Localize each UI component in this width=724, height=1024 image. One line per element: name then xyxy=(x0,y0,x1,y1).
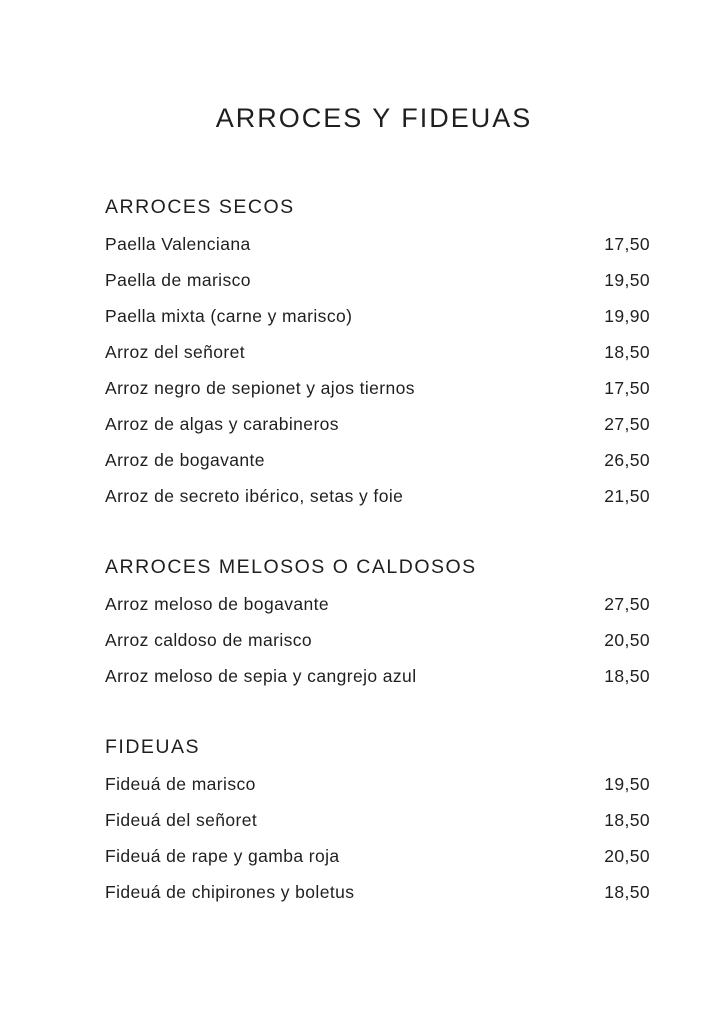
section-items xyxy=(105,226,650,514)
menu-item-row xyxy=(105,262,650,298)
menu-item-row xyxy=(105,802,650,838)
page-title: ARROCES Y FIDEUAS xyxy=(215,103,533,134)
item-name: Paella mixta (carne y marisco) xyxy=(105,305,353,326)
section-arroces-secos xyxy=(105,196,650,514)
menu-item-row xyxy=(105,442,650,478)
item-name: Arroz de bogavante xyxy=(105,449,265,470)
menu-item-row xyxy=(105,586,650,622)
section-heading: ARROCES SECOS xyxy=(105,196,295,219)
item-name: Fideuá de chipirones y boletus xyxy=(105,881,355,902)
item-price: 26,50 xyxy=(604,449,650,470)
item-price: 19,50 xyxy=(604,773,650,794)
menu-item-row xyxy=(105,658,650,694)
section-items xyxy=(105,766,650,910)
item-price: 17,50 xyxy=(604,233,650,254)
item-name: Arroz meloso de bogavante xyxy=(105,593,330,614)
menu-item-row xyxy=(105,406,650,442)
menu-item-row xyxy=(105,622,650,658)
item-price: 18,50 xyxy=(604,341,650,362)
section-fideuas xyxy=(105,736,650,910)
menu-content xyxy=(0,196,724,910)
menu-item-row xyxy=(105,766,650,802)
item-price: 19,50 xyxy=(604,269,650,290)
item-name: Fideuá del señoret xyxy=(105,809,258,830)
section-arroces-melosos xyxy=(105,556,650,694)
menu-item-row xyxy=(105,226,650,262)
item-name: Paella Valenciana xyxy=(105,233,251,254)
menu-item-row xyxy=(105,370,650,406)
item-name: Paella de marisco xyxy=(105,269,251,290)
menu-item-row xyxy=(105,838,650,874)
item-name: Arroz meloso de sepia y cangrejo azul xyxy=(105,665,417,686)
item-price: 19,90 xyxy=(604,305,650,326)
section-items xyxy=(105,586,650,694)
item-name: Arroz negro de sepionet y ajos tiernos xyxy=(105,377,415,398)
item-price: 18,50 xyxy=(604,665,650,686)
menu-item-row xyxy=(105,298,650,334)
item-name: Arroz de algas y carabineros xyxy=(105,413,339,434)
item-name: Fideuá de rape y gamba roja xyxy=(105,845,340,866)
item-price: 17,50 xyxy=(604,377,650,398)
item-name: Fideuá de marisco xyxy=(105,773,256,794)
menu-item-row xyxy=(105,874,650,910)
item-name: Arroz del señoret xyxy=(105,341,246,362)
item-price: 18,50 xyxy=(604,881,650,902)
item-price: 18,50 xyxy=(604,809,650,830)
menu-item-row xyxy=(105,334,650,370)
item-name: Arroz de secreto ibérico, setas y foie xyxy=(105,485,404,506)
item-price: 27,50 xyxy=(604,413,650,434)
menu-item-row xyxy=(105,478,650,514)
item-price: 20,50 xyxy=(604,629,650,650)
item-price: 27,50 xyxy=(604,593,650,614)
item-name: Arroz caldoso de marisco xyxy=(105,629,313,650)
section-heading: ARROCES MELOSOS O CALDOSOS xyxy=(105,556,477,579)
item-price: 20,50 xyxy=(604,845,650,866)
item-price: 21,50 xyxy=(604,485,650,506)
section-heading: FIDEUAS xyxy=(105,736,201,759)
